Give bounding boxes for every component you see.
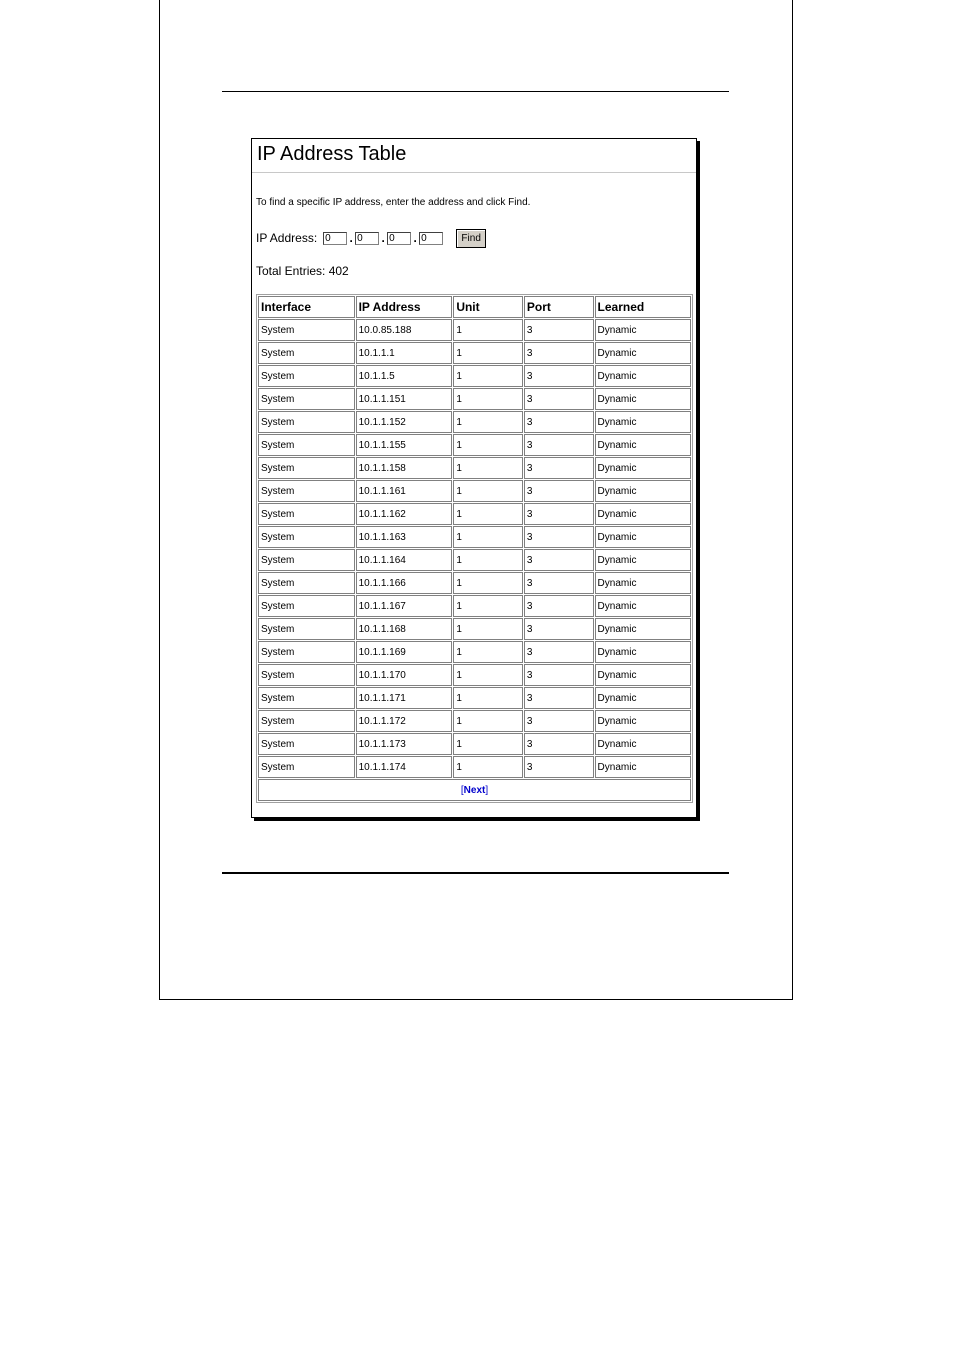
cell-interface: System [258, 618, 355, 640]
table-row [258, 434, 691, 456]
octet-separator: . [413, 231, 417, 245]
table-header-row [258, 296, 691, 318]
cell-unit: 1 [453, 434, 523, 456]
total-entries: Total Entries: 402 [256, 264, 349, 278]
cell-interface: System [258, 503, 355, 525]
cell-port: 3 [524, 641, 594, 663]
cell-unit: 1 [453, 618, 523, 640]
table-row [258, 641, 691, 663]
pagination-cell [258, 779, 691, 801]
cell-learned: Dynamic [595, 526, 691, 548]
cell-interface: System [258, 434, 355, 456]
cell-interface: System [258, 687, 355, 709]
column-header-port: Port [524, 296, 594, 318]
cell-ip-address: 10.1.1.168 [356, 618, 453, 640]
column-header-learned: Learned [595, 296, 691, 318]
cell-learned: Dynamic [595, 733, 691, 755]
cell-port: 3 [524, 365, 594, 387]
cell-learned: Dynamic [595, 388, 691, 410]
table-row [258, 733, 691, 755]
octet-separator: . [381, 231, 385, 245]
cell-ip-address: 10.1.1.173 [356, 733, 453, 755]
cell-ip-address: 10.1.1.1 [356, 342, 453, 364]
cell-unit: 1 [453, 526, 523, 548]
cell-ip-address: 10.1.1.152 [356, 411, 453, 433]
cell-unit: 1 [453, 595, 523, 617]
cell-ip-address: 10.1.1.163 [356, 526, 453, 548]
table-row [258, 342, 691, 364]
cell-interface: System [258, 664, 355, 686]
cell-ip-address: 10.1.1.161 [356, 480, 453, 502]
cell-port: 3 [524, 342, 594, 364]
ip-octet-2-input[interactable] [355, 232, 379, 245]
cell-interface: System [258, 572, 355, 594]
cell-learned: Dynamic [595, 342, 691, 364]
cell-learned: Dynamic [595, 618, 691, 640]
next-open-bracket: [ [460, 784, 464, 796]
find-ip-row [256, 229, 486, 247]
cell-learned: Dynamic [595, 480, 691, 502]
cell-port: 3 [524, 434, 594, 456]
ip-address-table-panel [251, 138, 697, 818]
cell-port: 3 [524, 480, 594, 502]
table-row [258, 618, 691, 640]
cell-interface: System [258, 411, 355, 433]
table-row [258, 319, 691, 341]
cell-unit: 1 [453, 733, 523, 755]
cell-learned: Dynamic [595, 664, 691, 686]
table-row [258, 365, 691, 387]
cell-learned: Dynamic [595, 595, 691, 617]
cell-ip-address: 10.1.1.164 [356, 549, 453, 571]
next-page-link[interactable]: Next [463, 784, 486, 796]
cell-ip-address: 10.0.85.188 [356, 319, 453, 341]
cell-learned: Dynamic [595, 756, 691, 778]
cell-unit: 1 [453, 572, 523, 594]
cell-interface: System [258, 457, 355, 479]
cell-unit: 1 [453, 756, 523, 778]
find-button[interactable]: Find [456, 229, 486, 248]
cell-unit: 1 [453, 411, 523, 433]
cell-learned: Dynamic [595, 710, 691, 732]
cell-port: 3 [524, 710, 594, 732]
cell-unit: 1 [453, 710, 523, 732]
cell-unit: 1 [453, 687, 523, 709]
cell-port: 3 [524, 733, 594, 755]
cell-interface: System [258, 388, 355, 410]
cell-interface: System [258, 549, 355, 571]
title-divider [252, 172, 696, 173]
cell-ip-address: 10.1.1.155 [356, 434, 453, 456]
cell-interface: System [258, 756, 355, 778]
ip-address-table [256, 294, 693, 803]
cell-port: 3 [524, 572, 594, 594]
cell-port: 3 [524, 756, 594, 778]
cell-port: 3 [524, 319, 594, 341]
cell-unit: 1 [453, 641, 523, 663]
table-row [258, 687, 691, 709]
cell-learned: Dynamic [595, 503, 691, 525]
table-row [258, 457, 691, 479]
ip-octet-4-input[interactable] [419, 232, 443, 245]
header-rule [222, 91, 729, 92]
table-row [258, 480, 691, 502]
cell-ip-address: 10.1.1.167 [356, 595, 453, 617]
table-row [258, 411, 691, 433]
cell-port: 3 [524, 388, 594, 410]
cell-ip-address: 10.1.1.171 [356, 687, 453, 709]
cell-ip-address: 10.1.1.170 [356, 664, 453, 686]
cell-port: 3 [524, 687, 594, 709]
cell-learned: Dynamic [595, 319, 691, 341]
cell-interface: System [258, 342, 355, 364]
table-row [258, 503, 691, 525]
cell-ip-address: 10.1.1.151 [356, 388, 453, 410]
cell-port: 3 [524, 618, 594, 640]
cell-port: 3 [524, 664, 594, 686]
pagination-row [258, 779, 691, 801]
cell-learned: Dynamic [595, 411, 691, 433]
table-row [258, 572, 691, 594]
column-header-interface: Interface [258, 296, 355, 318]
cell-learned: Dynamic [595, 365, 691, 387]
cell-ip-address: 10.1.1.5 [356, 365, 453, 387]
cell-interface: System [258, 480, 355, 502]
table-row [258, 595, 691, 617]
cell-unit: 1 [453, 480, 523, 502]
cell-interface: System [258, 526, 355, 548]
cell-port: 3 [524, 411, 594, 433]
cell-port: 3 [524, 549, 594, 571]
column-header-unit: Unit [453, 296, 523, 318]
cell-interface: System [258, 595, 355, 617]
column-header-ip-address: IP Address [356, 296, 453, 318]
cell-ip-address: 10.1.1.166 [356, 572, 453, 594]
octet-separator: . [349, 231, 353, 245]
cell-learned: Dynamic [595, 687, 691, 709]
cell-port: 3 [524, 457, 594, 479]
cell-ip-address: 10.1.1.158 [356, 457, 453, 479]
table-row [258, 710, 691, 732]
cell-interface: System [258, 319, 355, 341]
table-row [258, 526, 691, 548]
cell-unit: 1 [453, 342, 523, 364]
table-row [258, 756, 691, 778]
next-close-bracket: ] [485, 784, 489, 796]
cell-unit: 1 [453, 388, 523, 410]
cell-interface: System [258, 710, 355, 732]
cell-ip-address: 10.1.1.174 [356, 756, 453, 778]
cell-port: 3 [524, 503, 594, 525]
table-row [258, 549, 691, 571]
footer-rule [222, 872, 729, 874]
cell-unit: 1 [453, 503, 523, 525]
cell-port: 3 [524, 595, 594, 617]
instructions-text: To find a specific IP address, enter the address and click Find. [256, 197, 531, 208]
ip-address-label: IP Address: [256, 231, 318, 245]
cell-interface: System [258, 365, 355, 387]
cell-learned: Dynamic [595, 434, 691, 456]
cell-unit: 1 [453, 457, 523, 479]
cell-interface: System [258, 733, 355, 755]
cell-unit: 1 [453, 549, 523, 571]
cell-unit: 1 [453, 365, 523, 387]
table-row [258, 388, 691, 410]
cell-unit: 1 [453, 664, 523, 686]
cell-learned: Dynamic [595, 549, 691, 571]
cell-ip-address: 10.1.1.162 [356, 503, 453, 525]
page-title: IP Address Table [257, 143, 407, 165]
ip-octet-3-input[interactable] [387, 232, 411, 245]
cell-interface: System [258, 641, 355, 663]
cell-ip-address: 10.1.1.169 [356, 641, 453, 663]
ip-octet-1-input[interactable] [323, 232, 347, 245]
cell-learned: Dynamic [595, 641, 691, 663]
cell-learned: Dynamic [595, 572, 691, 594]
cell-learned: Dynamic [595, 457, 691, 479]
cell-port: 3 [524, 526, 594, 548]
table-row [258, 664, 691, 686]
cell-unit: 1 [453, 319, 523, 341]
cell-ip-address: 10.1.1.172 [356, 710, 453, 732]
